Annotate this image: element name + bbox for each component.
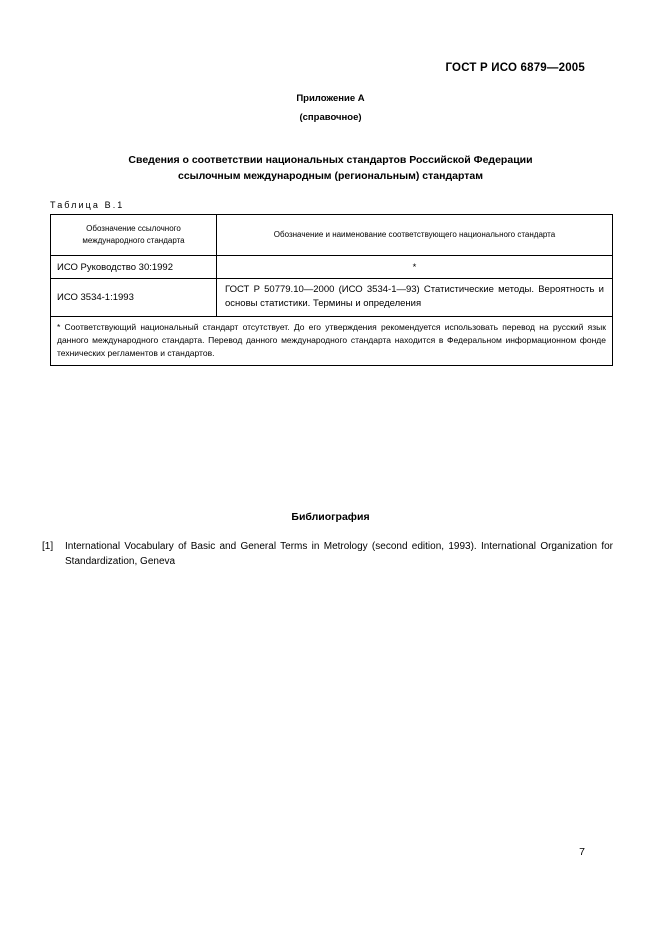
correspondence-table [50,214,613,366]
appendix-sub-label: (справочное) [299,112,362,123]
appendix-heading [0,93,661,123]
page-title-line-2: ссылочным международным (региональным) стандартам [178,170,483,183]
bibliography-entry-number: [1] [42,541,54,552]
bibliography-entry [42,539,613,569]
page-header-standard-number: ГОСТ Р ИСО 6879—2005 [445,62,585,74]
table-cell-reference: ИСО Руководство 30:1992 [51,256,217,279]
bibliography-title: Библиография [291,511,370,523]
table-header-row [51,215,613,256]
table-footnote: * Соответствующий национальный стандарт отсутствует. До его утверждения рекомендуется использовать перевод на русский язык данного международного стандарта. Перевод данного международного стандарта находится в Федеральном информационном фонде технических регламентов и стандартов. [51,316,613,365]
bibliography-entry-text: International Vocabulary of Basic and General Terms in Metrology (second edition, 1993). International Organization for Standardization, Geneva [65,541,613,567]
page-title [80,152,581,185]
table-row [51,256,613,279]
appendix-label: Приложение А [296,93,365,104]
table-footnote-row [51,316,613,365]
table-caption: Таблица В.1 [50,200,125,210]
table-cell-reference: ИСО 3534-1:1993 [51,279,217,317]
table-header-cell-reference: Обозначение ссылочного международного стандарта [51,215,217,256]
table-row [51,279,613,317]
page-number: 7 [579,846,585,858]
table-header-cell-national: Обозначение и наименование соответствующего национального стандарта [217,215,613,256]
table-cell-national: ГОСТ Р 50779.10—2000 (ИСО 3534-1—93) Статистические методы. Вероятность и основы статистики. Термины и определения [217,279,613,317]
table-cell-national: * [217,256,613,279]
page-title-line-1: Сведения о соответствии национальных стандартов Российской Федерации [128,154,533,166]
